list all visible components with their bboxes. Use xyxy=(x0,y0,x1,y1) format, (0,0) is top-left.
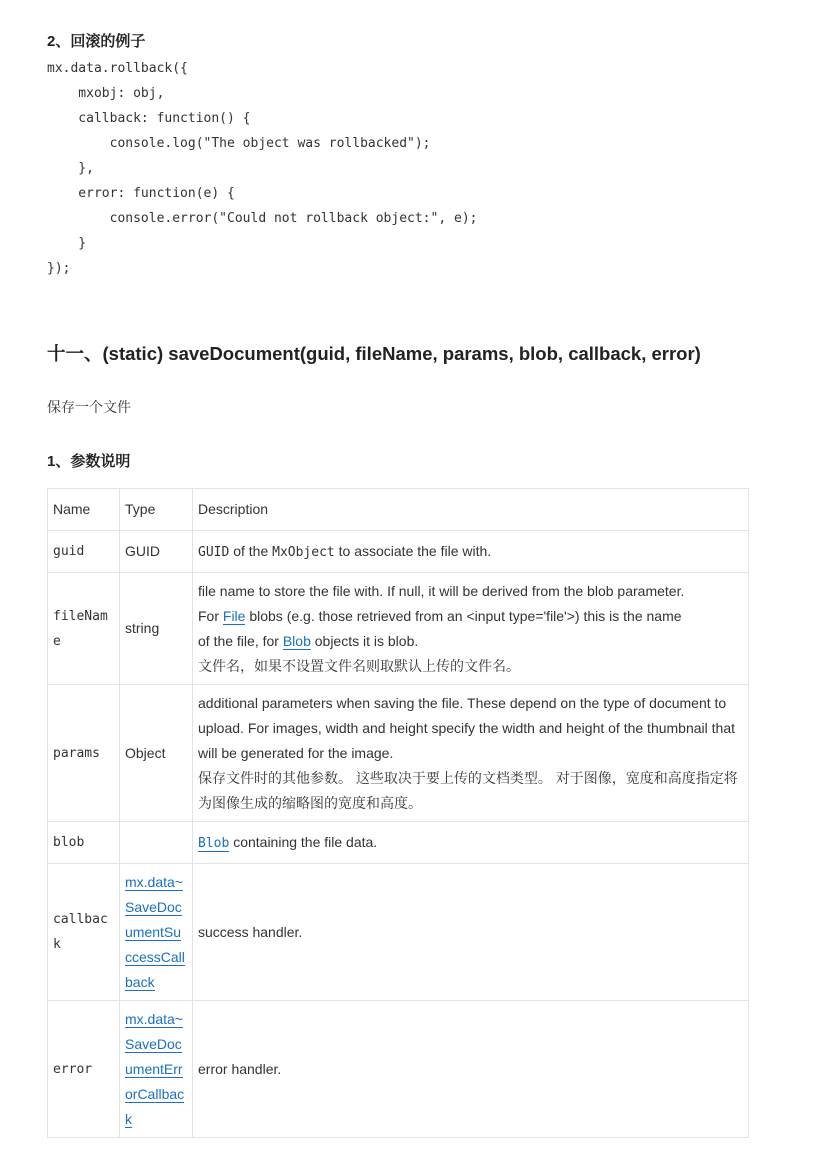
table-row xyxy=(48,1001,749,1138)
param-name: fileName xyxy=(48,573,120,685)
param-name: blob xyxy=(48,822,120,864)
param-description xyxy=(193,822,749,864)
param-description: success handler. xyxy=(193,864,749,1001)
code-line: } xyxy=(47,236,87,251)
file-link[interactable]: File xyxy=(222,607,246,624)
header-type: Type xyxy=(120,489,193,531)
table-header-row xyxy=(48,489,749,531)
code-line: }); xyxy=(47,261,71,276)
table-row xyxy=(48,864,749,1001)
save-document-heading: 十一、(static) saveDocument(guid, fileName, params, blob, callback, error) xyxy=(47,343,701,364)
param-description xyxy=(193,573,749,685)
code-line: }, xyxy=(47,161,94,176)
code-line: error: function(e) { xyxy=(47,186,235,201)
param-type: Object xyxy=(120,685,193,822)
param-type: GUID xyxy=(120,531,193,573)
save-document-description: 保存一个文件 xyxy=(47,399,131,415)
code-line: callback: function() { xyxy=(47,111,251,126)
desc-text-zh: 文件名，如果不设置文件名则取默认上传的文件名。 xyxy=(198,657,520,674)
param-type-link-cell xyxy=(120,1001,193,1138)
inline-code: GUID xyxy=(198,544,230,560)
table-row xyxy=(48,822,749,864)
desc-text: file name to store the file with. If null, it will be derived from the blob parameter. xyxy=(198,582,685,599)
param-type: string xyxy=(120,573,193,685)
param-description xyxy=(193,531,749,573)
desc-text: additional parameters when saving the file. These depend on the type of document to upload. For images, width and height specify the width and height of the thumbnail that will be generated for the image. xyxy=(198,694,736,761)
code-line: mx.data.rollback({ xyxy=(47,61,188,76)
table-row xyxy=(48,573,749,685)
param-description xyxy=(193,685,749,822)
param-type-link-cell xyxy=(120,864,193,1001)
desc-text: containing the file data. xyxy=(229,833,378,850)
desc-text: For xyxy=(198,607,223,624)
desc-text: of the xyxy=(229,542,273,559)
desc-text: objects it is blob. xyxy=(310,632,419,649)
blob-link[interactable]: Blob xyxy=(282,632,311,649)
param-name: error xyxy=(48,1001,120,1138)
inline-code: MxObject xyxy=(272,544,335,560)
params-table xyxy=(47,488,749,1138)
desc-text: blobs (e.g. those retrieved from an <input type='file'>) this is the name xyxy=(245,607,682,624)
table-row xyxy=(48,531,749,573)
desc-text: to associate the file with. xyxy=(334,542,492,559)
params-heading: 1、参数说明 xyxy=(47,453,131,470)
error-callback-type-link[interactable]: mx.data~SaveDocumentErrorCallback xyxy=(125,1010,185,1127)
param-name: callback xyxy=(48,864,120,1001)
desc-text: of the file, for xyxy=(198,632,283,649)
header-name: Name xyxy=(48,489,120,531)
rollback-example-heading: 2、回滚的例子 xyxy=(47,33,146,50)
blob-link[interactable]: Blob xyxy=(198,835,230,851)
param-description: error handler. xyxy=(193,1001,749,1138)
param-name: guid xyxy=(48,531,120,573)
code-line: mxobj: obj, xyxy=(47,86,165,101)
desc-text-zh: 保存文件时的其他参数。 这些取决于要上传的文档类型。 对于图像，宽度和高度指定将为图像生成的缩略图的宽度和高度。 xyxy=(198,769,738,811)
table-row xyxy=(48,685,749,822)
success-callback-type-link[interactable]: mx.data~SaveDocumentSuccessCallback xyxy=(125,873,185,990)
rollback-code-block xyxy=(47,56,477,281)
param-name: params xyxy=(48,685,120,822)
code-line: console.log("The object was rollbacked"); xyxy=(47,136,431,151)
code-line: console.error("Could not rollback object:", e); xyxy=(47,211,478,226)
header-description: Description xyxy=(193,489,749,531)
param-type xyxy=(120,822,193,864)
